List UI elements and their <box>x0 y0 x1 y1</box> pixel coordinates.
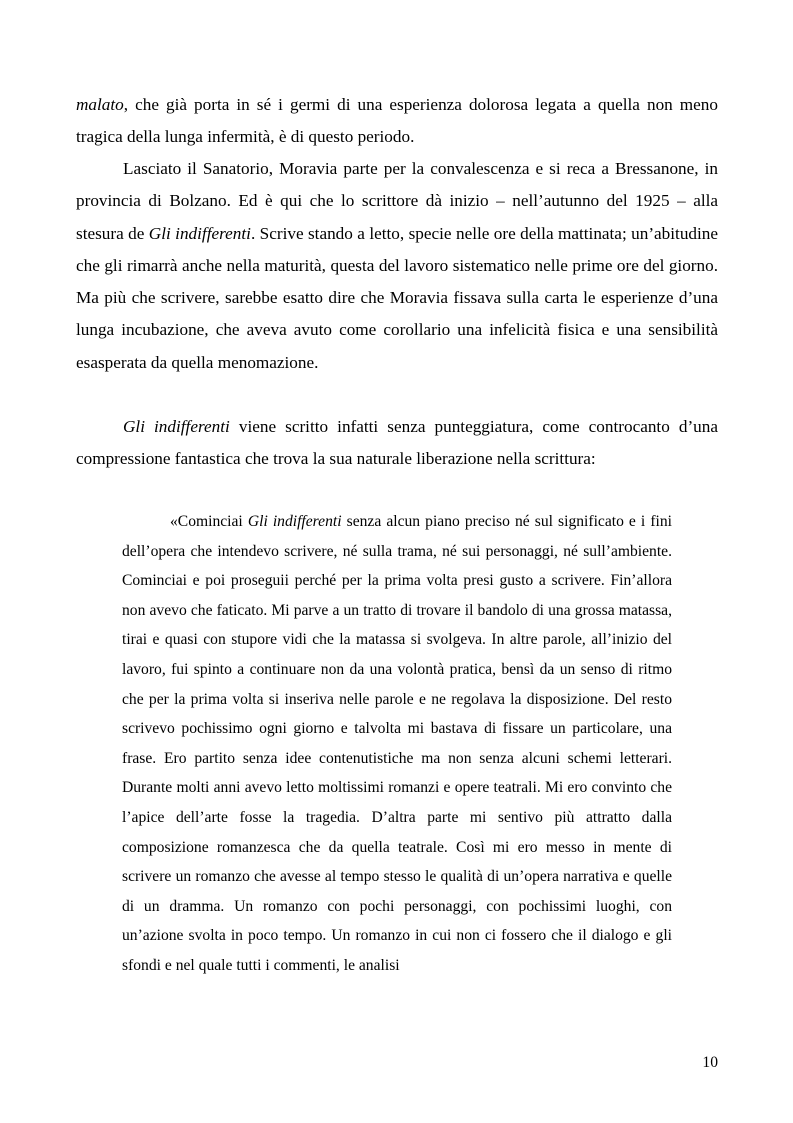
quote-book-title-italic: Gli indifferenti <box>247 513 342 530</box>
paragraph-2-text-after: . Scrive stando a letto, specie nelle ore della mattinata; un’abitudine che gli rimarrà anche nella maturità, questa del lavoro sistematico nelle prime ore del giorno. Ma più che scrivere, sarebbe esatto dire che Moravia fissava sulla carta le esperienze d’una lunga incubazione, che aveva avuto come corollario una infelicità fisica e una sensibilità esasperata da quella menomazione. <box>76 223 719 372</box>
quote-text-before: «Cominciai <box>170 513 248 530</box>
paragraph-1 <box>76 89 718 154</box>
book-title-italic-lead: Gli indifferenti <box>123 417 230 436</box>
paragraph-1-text: , che già porta in sé i germi di una esperienza dolorosa legata a quella non meno tragica della lunga infermità, è di questo periodo. <box>76 95 718 147</box>
paragraph-2 <box>76 153 718 379</box>
paragraph-2-text-before: Lasciato il Sanatorio, Moravia parte per la convalescenza e si reca a Bressanone, in provincia di Bolzano. Ed è qui che lo scrittore dà inizio – nell’autunno del 1925 – alla stesura de <box>76 159 718 243</box>
paragraph-3-text: viene scritto infatti senza punteggiatura, come controcanto d’una compressione fantastica che trova la sua naturale liberazione nella scrittura: <box>76 417 718 469</box>
quote-text-after: senza alcun piano preciso né sul significato e i fini dell’opera che intendevo scrivere, né sulla trama, né sui personaggi, né sull’ambiente. Cominciai e poi proseguii perché per la prima volta presi gusto a scrivere. Fin’allora non avevo che faticato. Mi parve a un tratto di trovare il bandolo di una grossa matassa, tirai e quasi con stupore vidi che la matassa si svolgeva. In altre parole, all’inizio del lavoro, fui spinto a continuare non da una volontà pratica, bensì da un senso di ritmo che per la prima volta si inseriva nelle parole e ne regolava la disposizione. Del resto scrivevo pochissimo ogni giorno e talvolta mi bastava di fissare un particolare, una frase. Ero partito senza idee contenutistiche ma non senza alcuni schemi letterari. Durante molti anni avevo letto moltissimi romanzi e opere teatrali. Mi ero convinto che l’apice dell’arte fosse la tragedia. D’altra parte mi sentivo più attratto dalla composizione romanzesca che da quella teatrale. Così mi ero messo in mente di scrivere un romanzo che avesse al tempo stesso le qualità di un’opera narrativa e quelle di un dramma. Un romanzo con pochi personaggi, con pochissimi luoghi, con un’azione svolta in poco tempo. Un romanzo in cui non ci fossero che il dialogo e gli sfondi e nel quale tutti i commenti, le analisi <box>122 513 672 974</box>
block-quote <box>122 507 672 981</box>
paragraph-3 <box>76 411 718 476</box>
page-number: 10 <box>702 1054 718 1071</box>
italic-word-malato: malato <box>76 95 124 114</box>
book-title-italic: Gli indifferenti <box>148 223 251 243</box>
